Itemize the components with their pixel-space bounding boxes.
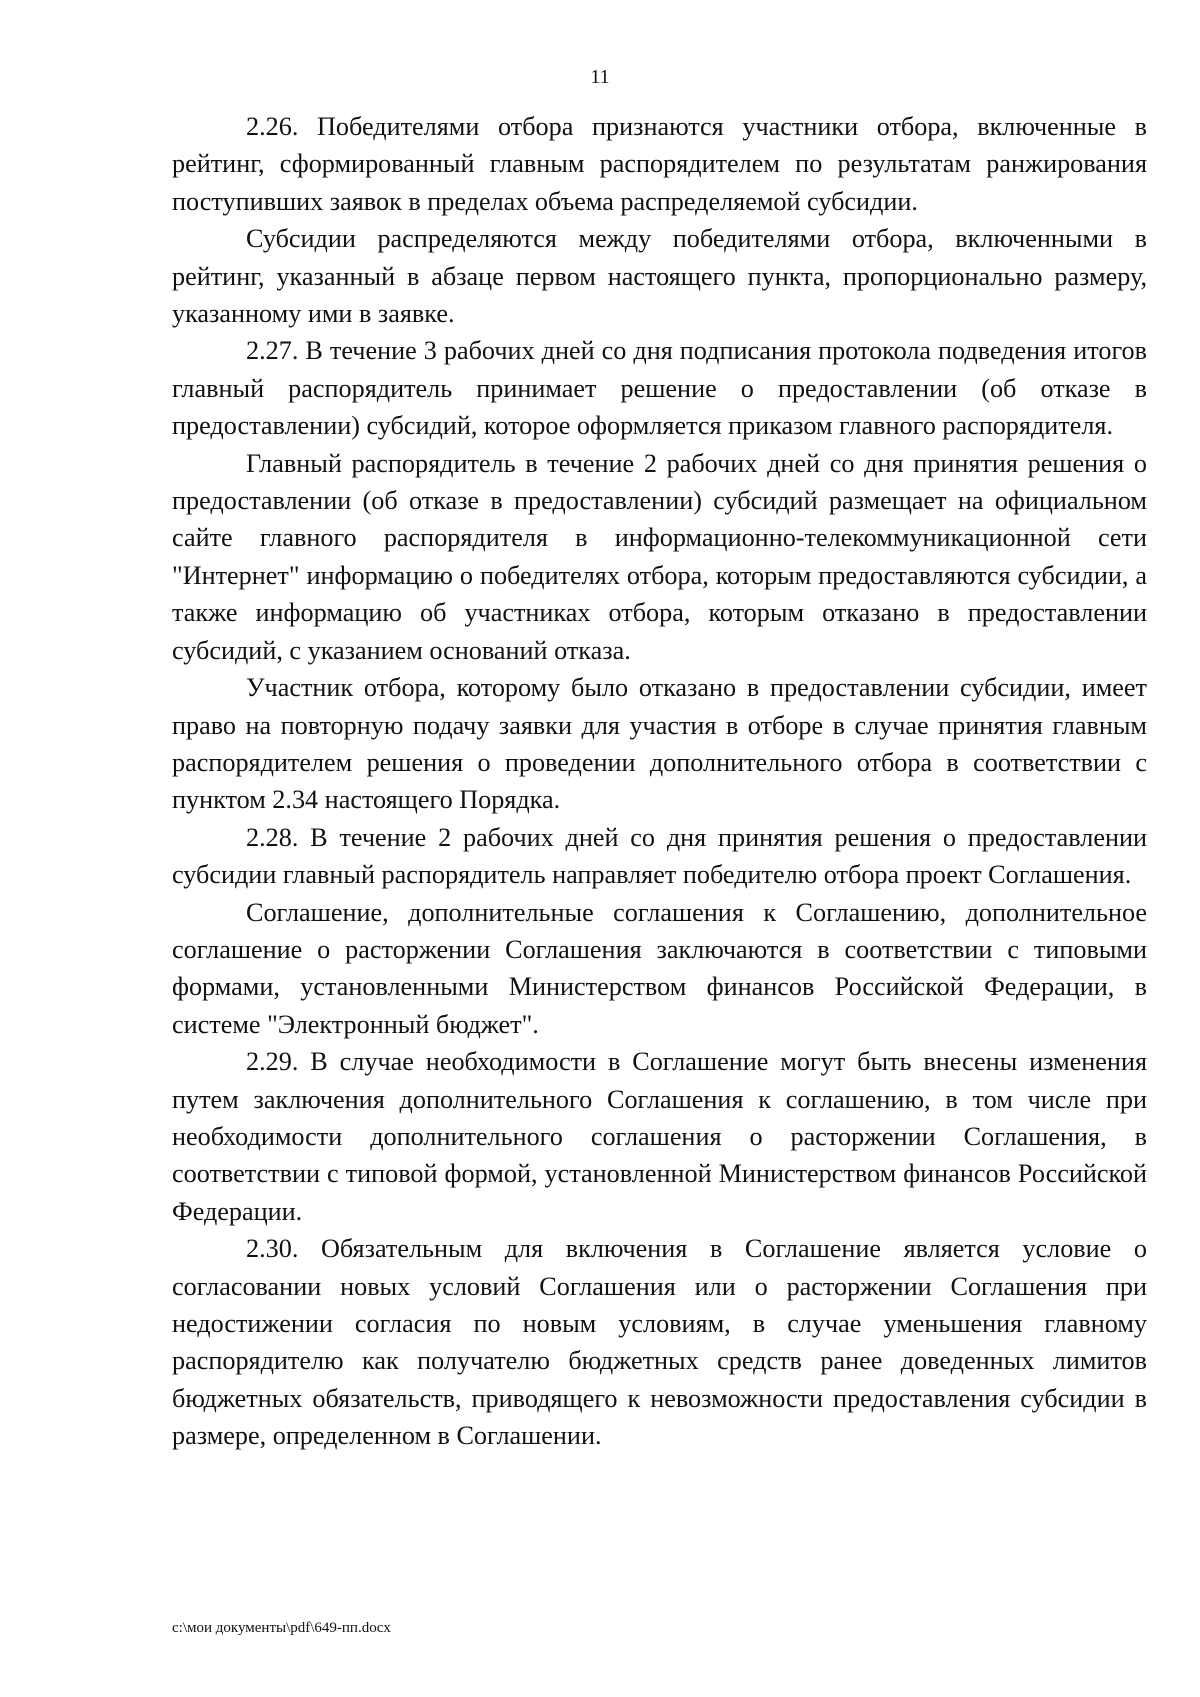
paragraph-2-27: 2.27. В течение 3 рабочих дней со дня подписания протокола подведения итогов главный распорядитель принимает решение о предоставлении (об отказе в предоставлении) субсидий, которое оформляется приказом главного распорядителя. <box>172 336 1147 441</box>
document-body <box>172 108 1147 1455</box>
paragraph-2-27-reapplication: Участник отбора, которому было отказано в предоставлении субсидии, имеет право на повторную подачу заявки для участия в отборе в случае принятия главным распорядителем решения о проведении дополнительного отбора в соответствии с пунктом 2.34 настоящего Порядка. <box>172 673 1147 815</box>
paragraph-2-29: 2.29. В случае необходимости в Соглашение могут быть внесены изменения путем заключения дополнительного Соглашения к соглашению, в том числе при необходимости дополнительного соглашения о расторжении Соглашения, в соответствии с типовой формой, установленной Министерством финансов Российской Федерации. <box>172 1047 1147 1226</box>
paragraph-2-28-agreement-forms: Соглашение, дополнительные соглашения к Соглашению, дополнительное соглашение о расторжении Соглашения заключаются в соответствии с типовыми формами, установленными Министерством финансов Российской Федерации, в системе "Электронный бюджет". <box>172 897 1147 1039</box>
paragraph-2-27-publication: Главный распорядитель в течение 2 рабочих дней со дня принятия решения о предоставлении (об отказе в предоставлении) субсидий размещает на официальном сайте главного распорядителя в информационно-телекоммуникационной сети "Интернет" информацию о победителях отбора, которым предоставляются субсидии, а также информацию об участниках отбора, которым отказано в предоставлении субсидий, с указанием оснований отказа. <box>172 448 1147 665</box>
page-number: 11 <box>590 66 610 88</box>
paragraph-2-28: 2.28. В течение 2 рабочих дней со дня принятия решения о предоставлении субсидии главный распорядитель направляет победителю отбора проект Соглашения. <box>172 822 1147 890</box>
paragraph-2-30: 2.30. Обязательным для включения в Соглашение является условие о согласовании новых условий Соглашения или о расторжении Соглашения при недостижении согласия по новым условиям, в случае уменьшения главному распорядителю как получателю бюджетных средств ранее доведенных лимитов бюджетных обязательств, приводящего к невозможности предоставления субсидии в размере, определенном в Соглашении. <box>172 1234 1147 1451</box>
footer-file-path: c:\мои документы\pdf\649-пп.docx <box>172 1620 391 1636</box>
paragraph-2-26-subsidies: Субсидии распределяются между победителями отбора, включенными в рейтинг, указанный в абзаце первом настоящего пункта, пропорционально размеру, указанному ими в заявке. <box>172 224 1147 329</box>
paragraph-2-26: 2.26. Победителями отбора признаются участники отбора, включенные в рейтинг, сформированный главным распорядителем по результатам ранжирования поступивших заявок в пределах объема распределяемой субсидии. <box>172 112 1147 216</box>
